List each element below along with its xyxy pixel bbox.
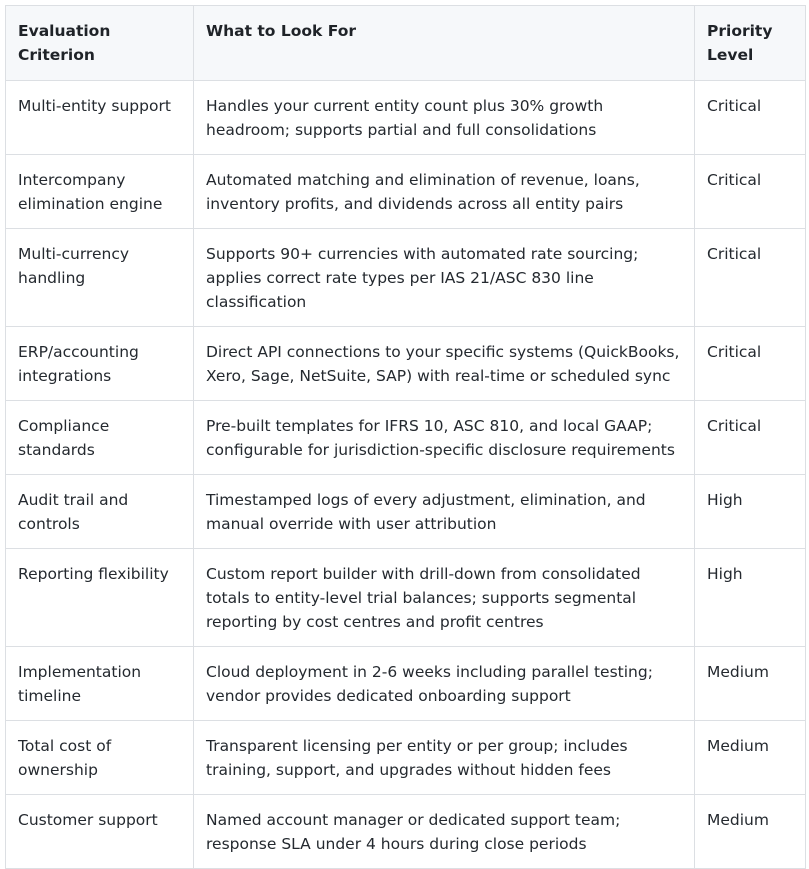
criterion-cell: Reporting flexibility	[6, 549, 194, 647]
table-row	[6, 229, 806, 327]
criterion-cell: Intercompany elimination engine	[6, 155, 194, 229]
look-for-cell: Pre-built templates for IFRS 10, ASC 810, and local GAAP; configurable for jurisdiction-specific disclosure requirements	[194, 401, 695, 475]
evaluation-table-container	[5, 5, 805, 869]
criterion-cell: Multi-currency handling	[6, 229, 194, 327]
criterion-cell: Multi-entity support	[6, 81, 194, 155]
look-for-cell: Direct API connections to your specific systems (QuickBooks, Xero, Sage, NetSuite, SAP) with real-time or scheduled sync	[194, 327, 695, 401]
table-row	[6, 327, 806, 401]
priority-cell: Medium	[695, 795, 806, 869]
look-for-cell: Automated matching and elimination of revenue, loans, inventory profits, and dividends across all entity pairs	[194, 155, 695, 229]
criterion-cell: Audit trail and controls	[6, 475, 194, 549]
header-evaluation-criterion: Evaluation Criterion	[6, 6, 194, 81]
table-header-row	[6, 6, 806, 81]
table-row	[6, 647, 806, 721]
priority-cell: Critical	[695, 401, 806, 475]
priority-cell: High	[695, 475, 806, 549]
look-for-cell: Timestamped logs of every adjustment, elimination, and manual override with user attribution	[194, 475, 695, 549]
header-what-to-look-for: What to Look For	[194, 6, 695, 81]
evaluation-criteria-table	[5, 5, 806, 869]
criterion-cell: Compliance standards	[6, 401, 194, 475]
table-row	[6, 721, 806, 795]
table-row	[6, 475, 806, 549]
header-priority-level: Priority Level	[695, 6, 806, 81]
criterion-cell: Customer support	[6, 795, 194, 869]
criterion-cell: Total cost of ownership	[6, 721, 194, 795]
criterion-cell: ERP/accounting integrations	[6, 327, 194, 401]
look-for-cell: Named account manager or dedicated support team; response SLA under 4 hours during close periods	[194, 795, 695, 869]
look-for-cell: Supports 90+ currencies with automated rate sourcing; applies correct rate types per IAS 21/ASC 830 line classification	[194, 229, 695, 327]
priority-cell: Medium	[695, 647, 806, 721]
table-row	[6, 549, 806, 647]
priority-cell: Critical	[695, 229, 806, 327]
table-row	[6, 795, 806, 869]
priority-cell: Critical	[695, 81, 806, 155]
table-row	[6, 155, 806, 229]
table-row	[6, 401, 806, 475]
priority-cell: Critical	[695, 327, 806, 401]
look-for-cell: Cloud deployment in 2-6 weeks including parallel testing; vendor provides dedicated onboarding support	[194, 647, 695, 721]
priority-cell: Medium	[695, 721, 806, 795]
look-for-cell: Transparent licensing per entity or per group; includes training, support, and upgrades without hidden fees	[194, 721, 695, 795]
table-row	[6, 81, 806, 155]
criterion-cell: Implementation timeline	[6, 647, 194, 721]
priority-cell: High	[695, 549, 806, 647]
priority-cell: Critical	[695, 155, 806, 229]
look-for-cell: Custom report builder with drill-down from consolidated totals to entity-level trial balances; supports segmental reporting by cost centres and profit centres	[194, 549, 695, 647]
look-for-cell: Handles your current entity count plus 30% growth headroom; supports partial and full consolidations	[194, 81, 695, 155]
